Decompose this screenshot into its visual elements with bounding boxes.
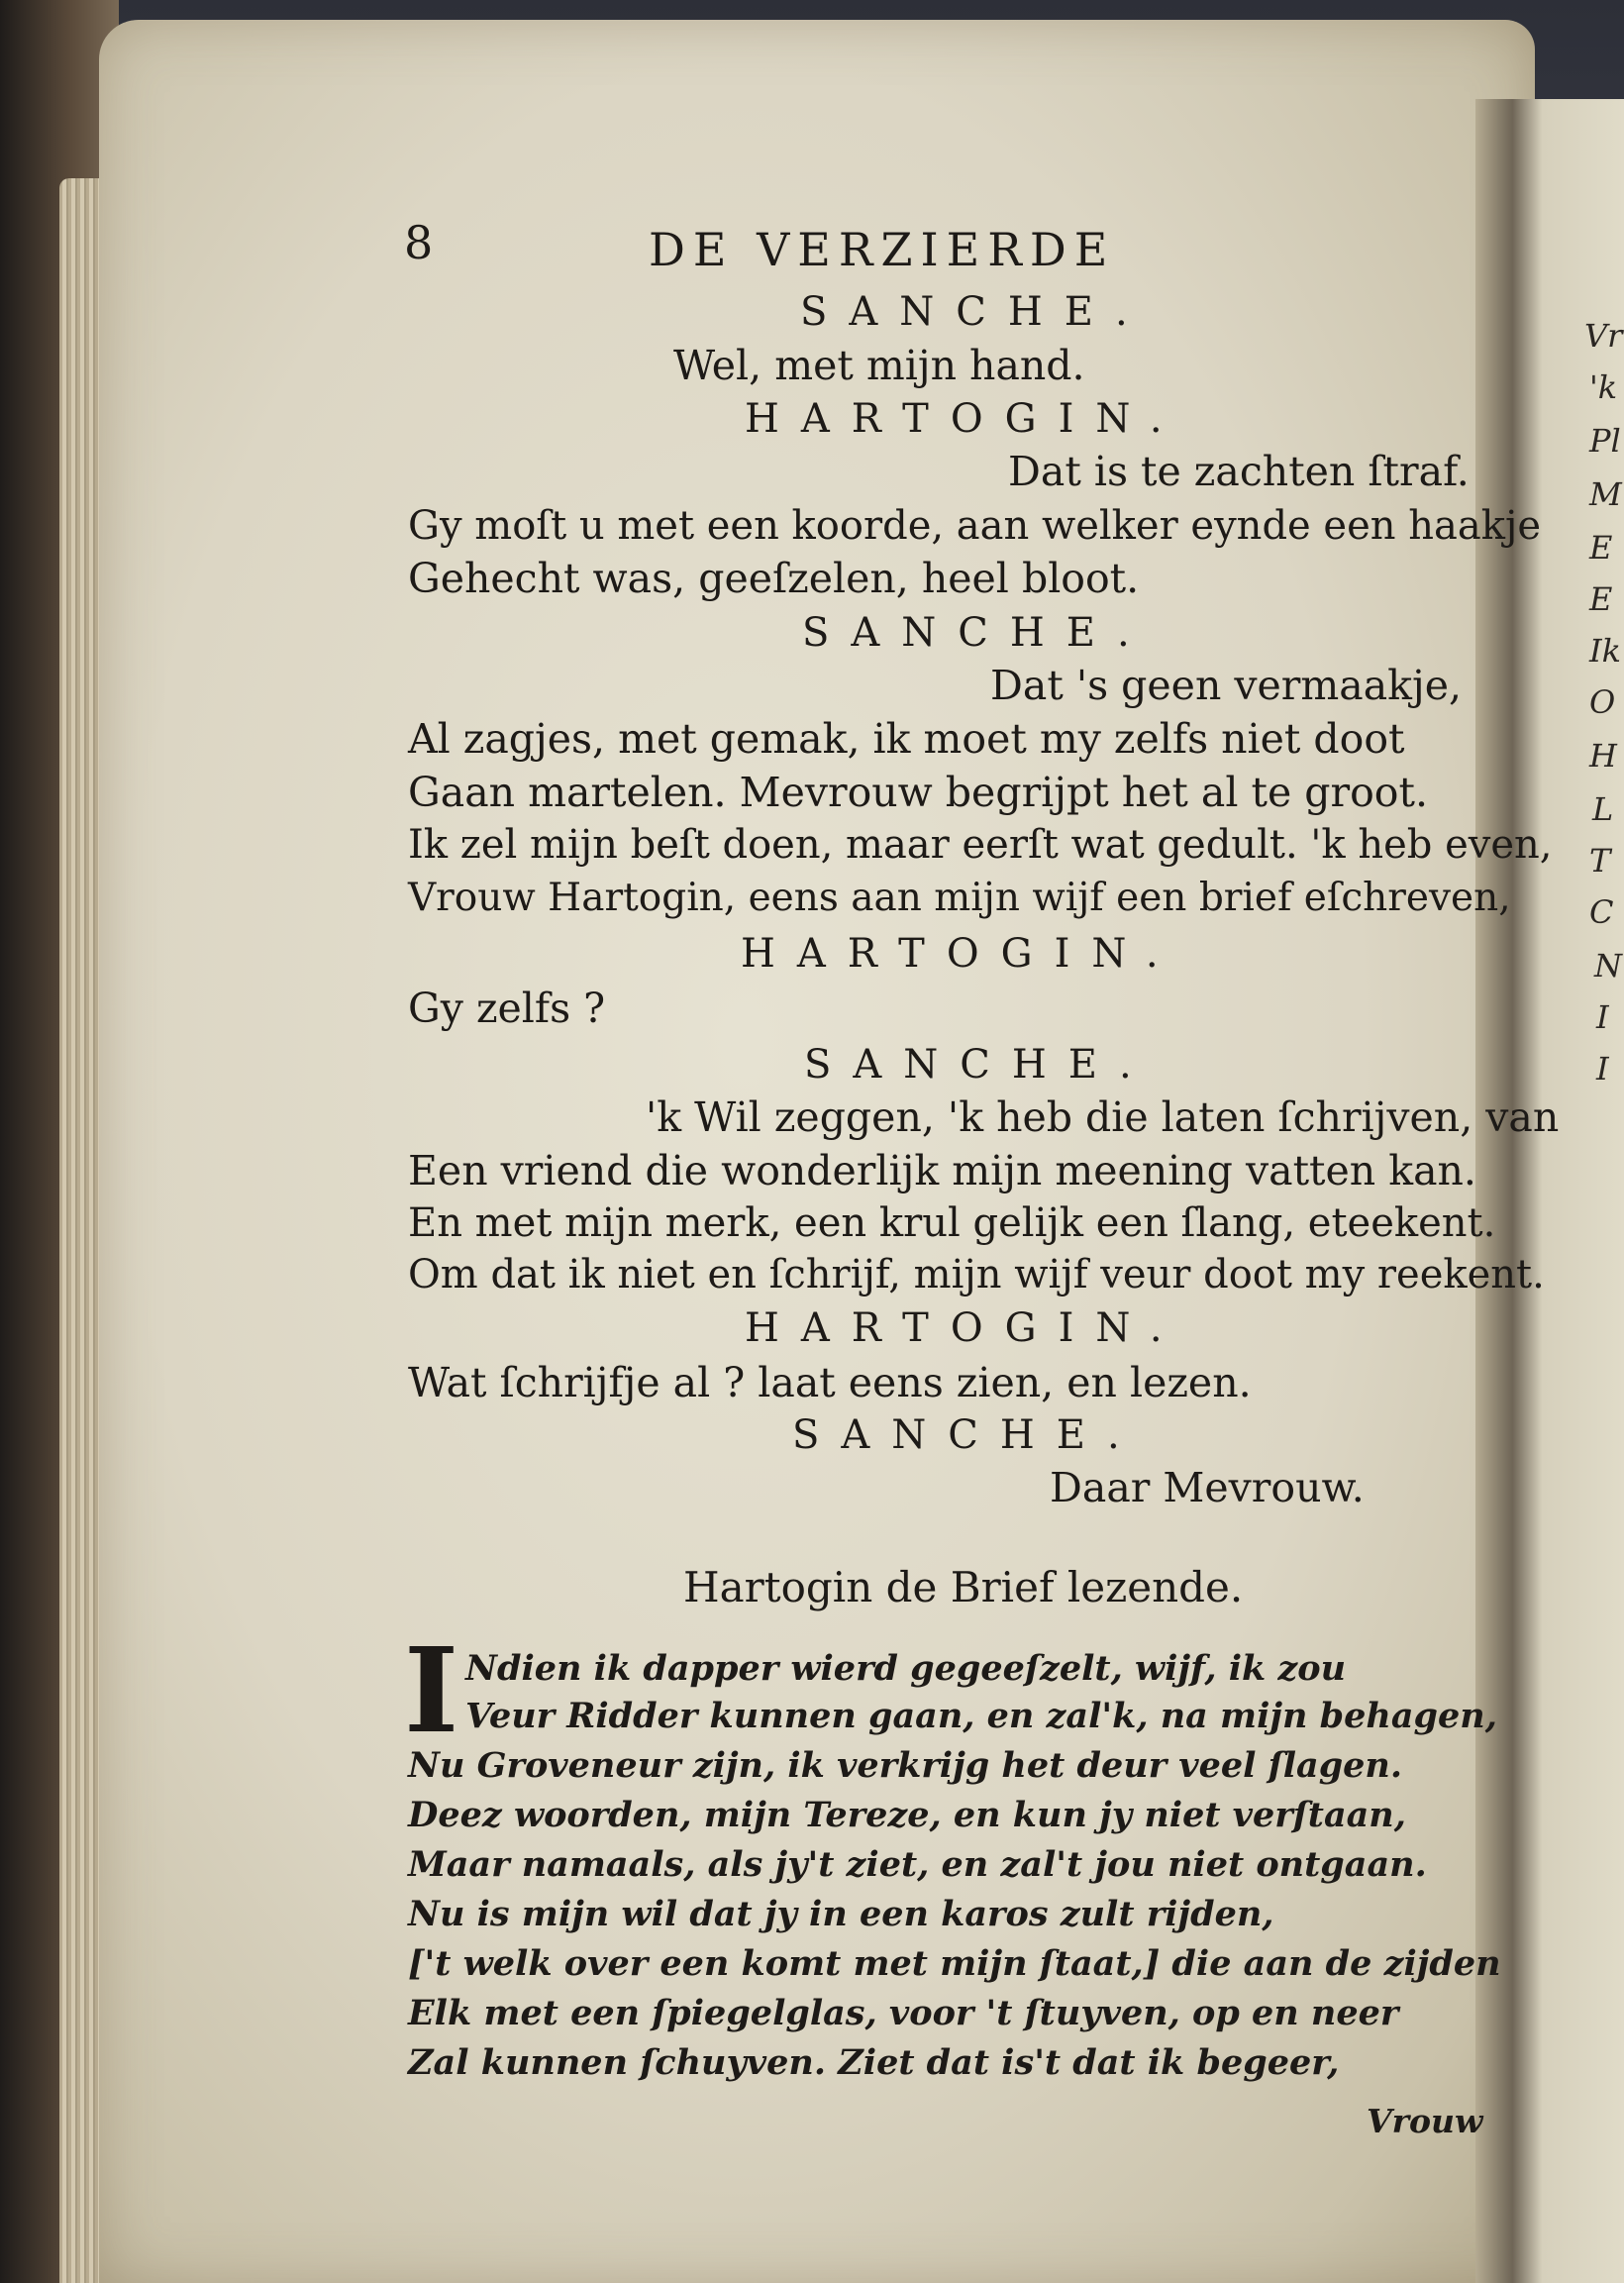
facing-page-fragment: I (1596, 1050, 1609, 1088)
speaker-name: SANCHE. (800, 289, 1150, 335)
facing-page-fragment: M (1589, 475, 1622, 513)
speaker-name: SANCHE. (792, 1412, 1142, 1458)
facing-page-fragment: I (1596, 998, 1609, 1036)
facing-page-fragment: E (1589, 580, 1613, 618)
letter-line: Nu is mijn wil dat jy in een karos zult rijden, (408, 1894, 1274, 1934)
letter-line: Elk met een ſpiegelglas, voor 't ſtuyven, op en neer (408, 1993, 1399, 2033)
facing-page-fragment: Ik (1589, 632, 1622, 670)
speaker-name: HARTOGIN. (745, 1305, 1184, 1351)
verse-line: Gehecht was, geeſzelen, heel bloot. (408, 555, 1140, 602)
verse-line: Gaan martelen. Mevrouw begrijpt het al te groot. (408, 769, 1429, 816)
letter-line: Maar namaals, als jy't ziet, en zal't jou niet ontgaan. (408, 1844, 1427, 1885)
facing-page-fragment: C (1589, 893, 1614, 931)
facing-page-fragment: Pl (1589, 422, 1621, 460)
letter-line: Zal kunnen ſchuyven. Ziet dat is't dat ik begeer, (408, 2042, 1340, 2083)
facing-page-fragment: 'k (1589, 368, 1618, 406)
speaker-name: SANCHE. (804, 1042, 1154, 1088)
verse-line: Daar Mevrouw. (1050, 1464, 1365, 1511)
verse-line: Vrouw Hartogin, eens aan mijn wijf een brief eſchreven, (408, 876, 1511, 920)
verse-line: Gy moſt u met een koorde, aan welker eynde een haakje (408, 503, 1542, 549)
verse-line: Gy zelfs ? (408, 985, 606, 1032)
verse-line: 'k Wil zeggen, 'k heb die laten ſchrijven, van (646, 1093, 1560, 1141)
facing-page-fragment: Vr (1584, 317, 1623, 355)
catchword: Vrouw (1367, 2102, 1483, 2140)
speaker-name: HARTOGIN. (741, 931, 1180, 977)
verse-line: Dat 's geen vermaakje, (990, 662, 1463, 709)
facing-page-fragment: T (1589, 842, 1611, 880)
letter-line: ['t welk over een komt met mijn ſtaat,] die aan de zijden (408, 1943, 1501, 1984)
running-title: DE VERZIERDE (649, 223, 1116, 276)
verse-line: Ik zel mijn beſt doen, maar eerſt wat gedult. 'k heb even, (408, 822, 1553, 868)
verse-line: Wel, met mijn hand. (673, 342, 1085, 389)
verse-line: Dat is te zachten ſtraf. (1008, 448, 1470, 495)
letter-line: Nu Groveneur zijn, ik verkrijg het deur veel ſlagen. (408, 1745, 1403, 1786)
facing-page-fragment: O (1589, 683, 1616, 721)
verse-line: En met mijn merk, een krul gelijk een ſlang, eteekent. (408, 1200, 1496, 1246)
letter-line: Deez woorden, mijn Tereze, en kun jy niet verſtaan, (408, 1795, 1406, 1835)
facing-page-fragment: H (1589, 737, 1617, 775)
letter-line: Veur Ridder kunnen gaan, en zal'k, na mijn behagen, (465, 1696, 1497, 1736)
facing-page-fragment: E (1589, 529, 1613, 567)
drop-cap: I (404, 1621, 459, 1759)
verse-line: Wat ſchrijfje al ? laat eens zien, en lezen. (408, 1359, 1252, 1406)
letter-line: Ndien ik dapper wierd gegeeſzelt, wijf, ik zou (465, 1648, 1347, 1689)
verse-line: Om dat ik niet en ſchrijf, mijn wijf veur doot my reekent. (408, 1252, 1545, 1297)
verse-line: Al zagjes, met gemak, ik moet my zelfs niet doot (408, 715, 1405, 763)
verse-line: Een vriend die wonderlijk mijn meening vatten kan. (408, 1147, 1476, 1194)
facing-page-fragment: N (1594, 947, 1622, 985)
stage-direction: Hartogin de Brief lezende. (683, 1563, 1244, 1611)
speaker-name: HARTOGIN. (745, 396, 1184, 442)
page-number: 8 (404, 216, 442, 269)
speaker-name: SANCHE. (802, 610, 1152, 656)
facing-page-fragment: L (1592, 790, 1614, 828)
